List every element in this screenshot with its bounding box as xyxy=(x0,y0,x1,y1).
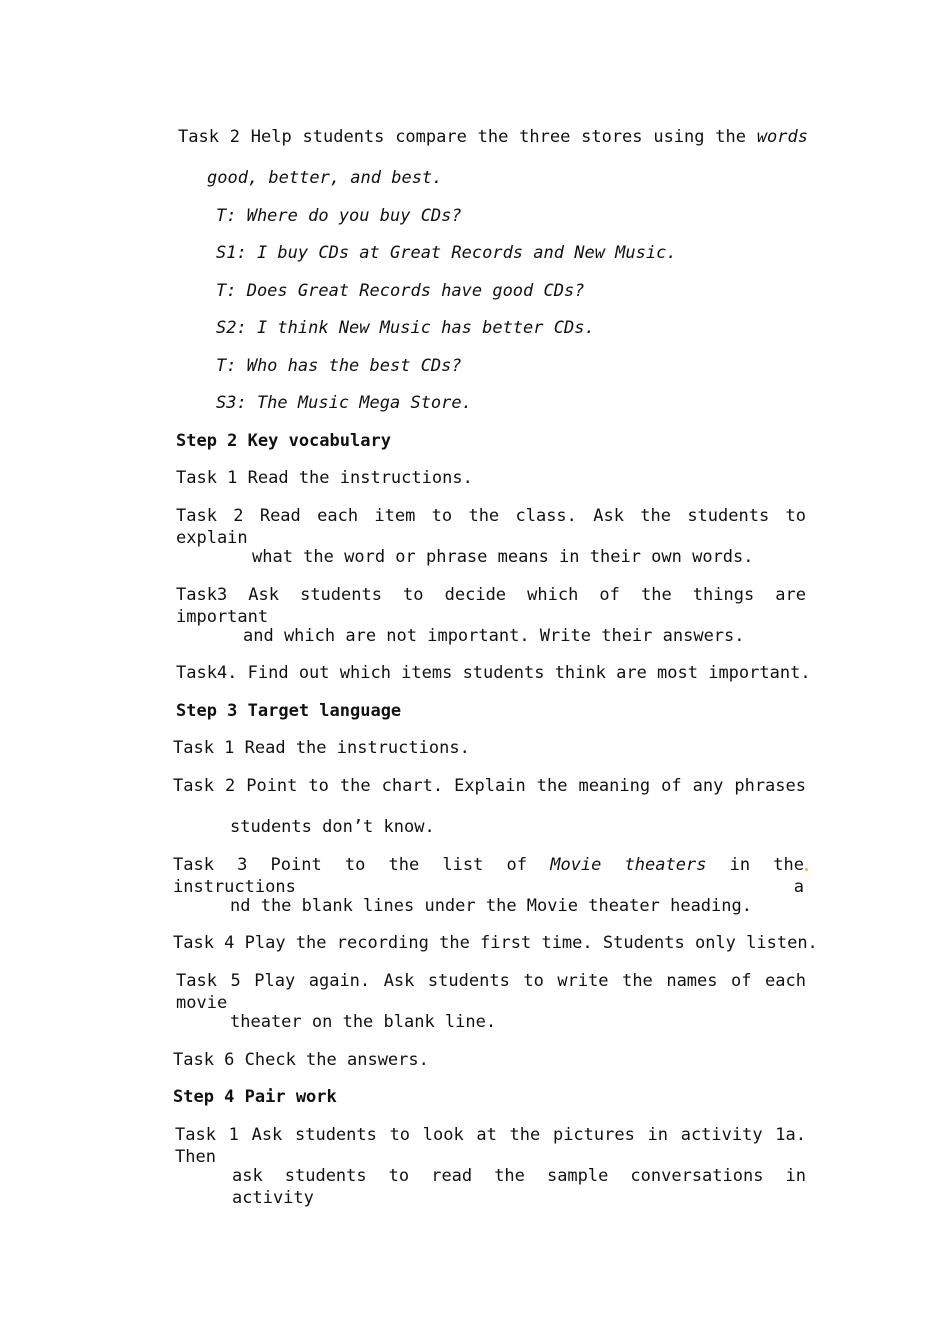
step4-heading: Step 4 Pair work xyxy=(173,1087,337,1107)
step2-task2-line1: Task 2 Read each item to the class. Ask the students to explain xyxy=(176,506,806,548)
italic-word: words xyxy=(756,127,808,147)
italic-phrase: Movie theaters xyxy=(550,855,707,875)
dialog-line-4: S2: I think New Music has better CDs. xyxy=(216,318,595,338)
step2-task3-line2: and which are not important. Write their answers. xyxy=(243,626,745,646)
yellow-mark-icon xyxy=(805,868,808,871)
step4-task1-line1: Task 1 Ask students to look at the pictures in activity 1a. Then xyxy=(175,1125,806,1167)
step3-task4: Task 4 Play the recording the first time. Students only listen. xyxy=(173,933,818,953)
step2-task4: Task4. Find out which items students think are most important. xyxy=(176,663,811,683)
step2-heading: Step 2 Key vocabulary xyxy=(176,431,391,451)
step2-task1: Task 1 Read the instructions. xyxy=(176,468,473,488)
step3-task5-line1: Task 5 Play again. Ask students to write the names of each movie xyxy=(176,971,806,1013)
task2-line1: Task 2 Help students compare the three stores using the words xyxy=(178,127,808,147)
dialog-line-2: S1: I buy CDs at Great Records and New Music. xyxy=(216,243,677,263)
step3-task3-line1: Task 3 Point to the list of Movie theaters in the instructions a xyxy=(173,855,805,897)
step3-task1: Task 1 Read the instructions. xyxy=(173,738,470,758)
step2-task2-line2: what the word or phrase means in their own words. xyxy=(252,547,754,567)
dialog-line-5: T: Who has the best CDs? xyxy=(216,356,462,376)
step3-task3-line2: nd the blank lines under the Movie theater heading. xyxy=(230,896,752,916)
step3-task6: Task 6 Check the answers. xyxy=(173,1050,429,1070)
step3-task2-line1: Task 2 Point to the chart. Explain the meaning of any phrases xyxy=(173,776,806,796)
step2-task3-line1: Task3 Ask students to decide which of the things are important xyxy=(176,585,806,627)
step3-task2-line2: students don’t know. xyxy=(230,817,435,837)
step4-task1-line2: ask students to read the sample conversations in activity xyxy=(232,1166,806,1208)
dialog-line-6: S3: The Music Mega Store. xyxy=(216,393,472,413)
task2-line2: good, better, and best. xyxy=(207,168,443,188)
dialog-line-1: T: Where do you buy CDs? xyxy=(216,206,462,226)
step3-heading: Step 3 Target language xyxy=(176,701,402,721)
step3-task5-line2: theater on the blank line. xyxy=(230,1012,497,1032)
dialog-line-3: T: Does Great Records have good CDs? xyxy=(216,281,585,301)
